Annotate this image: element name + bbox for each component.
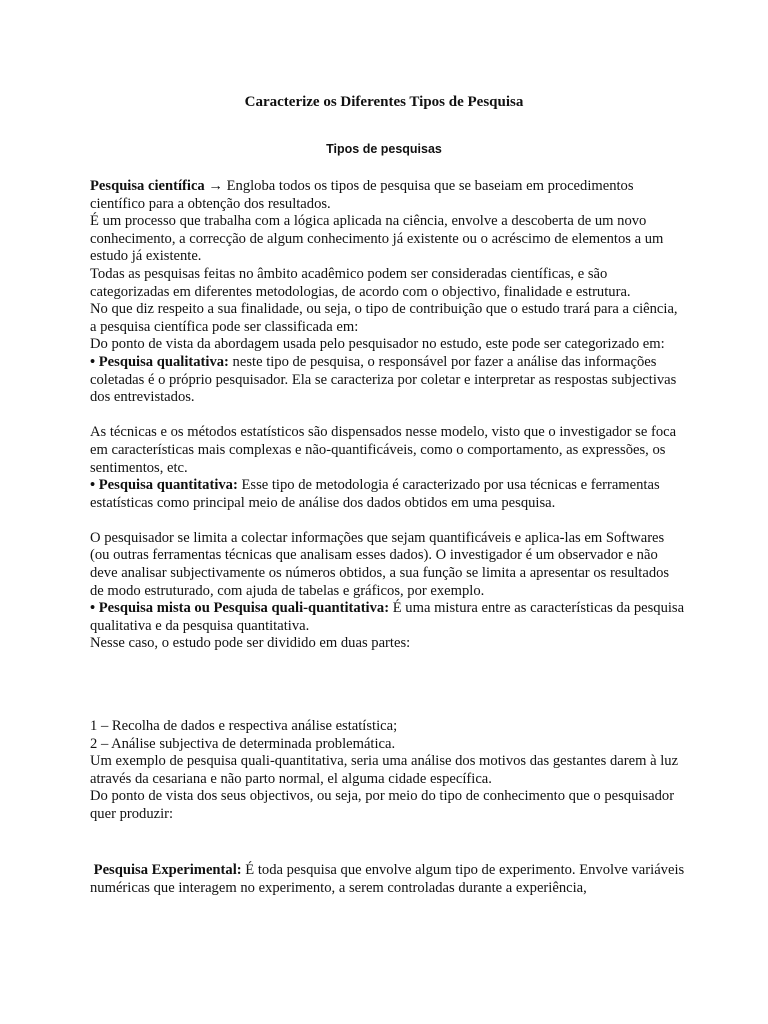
paragraph-experimental — [90, 862, 686, 897]
paragraph-duas-partes: Nesse caso, o estudo pode ser dividido em duas partes: — [90, 635, 411, 652]
blank-line — [90, 407, 686, 425]
paragraph-qualitativa — [90, 354, 686, 407]
term-experimental: Pesquisa Experimental: — [93, 862, 242, 878]
text-experimental: É toda pesquisa que envolve algum tipo de experimento. Envolve variáveis numéricas que interagem no experimento, a serem controladas durante a experiência, — [90, 862, 685, 896]
paragraph-objectivos: Do ponto de vista dos seus objectivos, ou seja, por meio do tipo de conhecimento que o pesquisador quer produzir: — [90, 788, 675, 822]
text-qualitativa: neste tipo de pesquisa, o responsável por fazer a análise das informações coletadas é o próprio pesquisador. Ela se caracteriza por coletar e interpretar as respostas subjectivas dos entrevistados. — [90, 353, 677, 406]
arrow-glyph: → — [204, 178, 227, 194]
paragraph-cientifica — [90, 178, 686, 213]
document-body — [90, 178, 686, 653]
list-item-2: 2 – Análise subjectiva de determinada problemática. — [90, 735, 396, 752]
blank-line — [90, 512, 686, 530]
document-body-continued — [90, 718, 686, 824]
paragraph-quantitativa — [90, 477, 686, 512]
document-subtitle: Tipos de pesquisas — [326, 142, 442, 156]
list-item-1: 1 – Recolha de dados e respectiva análise estatística; — [90, 718, 398, 734]
term-quantitativa: • Pesquisa quantitativa: — [90, 477, 238, 494]
term-qualitativa: • Pesquisa qualitativa: — [90, 353, 229, 370]
term-cientifica: Pesquisa científica — [90, 178, 205, 194]
paragraph-finalidade: No que diz respeito a sua finalidade, ou seja, o tipo de contribuição que o estudo trará para a ciência, a pesquisa científica pode ser classificada em: — [90, 301, 678, 335]
paragraph-exemplo: Um exemplo de pesquisa quali-quantitativa, seria uma análise dos motivos das gestantes darem à luz através da cesariana e não parto normal, el alguma cidade específica. — [90, 753, 679, 787]
paragraph-academico: Todas as pesquisas feitas no âmbito acadêmico podem ser consideradas científicas, e são categorizadas em diferentes metodologias, de acordo com o objectivo, finalidade e estrutura. — [90, 265, 631, 300]
text-cientifica: Engloba todos os tipos de pesquisa que se baseiam em procedimentos científico para a obtenção dos resultados. — [90, 178, 634, 212]
paragraph-mista — [90, 600, 686, 635]
paragraph-abordagem: Do ponto de vista da abordagem usada pelo pesquisador no estudo, este pode ser categorizado em: — [90, 336, 665, 353]
text-mista: É uma mistura entre as características da pesquisa qualitativa e da pesquisa quantitativa. — [90, 600, 685, 634]
document-title: Caracterize os Diferentes Tipos de Pesquisa — [244, 94, 524, 110]
paragraph-colectar: O pesquisador se limita a colectar informações que sejam quantificáveis e aplica-las em Softwares (ou outras ferramentas técnicas que analisam esses dados). O investigador é um observador e não deve analisar subjectivamente os números obtidos, a sua função se limita a apresentar os resultados de modo estruturado, com ajuda de tabelas e gráficos, por exemplo. — [90, 529, 670, 599]
term-mista: • Pesquisa mista ou Pesquisa quali-quantitativa: — [90, 600, 390, 617]
text-quantitativa: Esse tipo de metodologia é caracterizado por usa técnicas e ferramentas estatísticas como principal meio de análise dos dados obtidos em uma pesquisa. — [90, 477, 660, 511]
paragraph-tecnicas: As técnicas e os métodos estatísticos são dispensados nesse modelo, visto que o investigador se foca em características mais complexas e não-quantificáveis, como o comportamento, as expressões, os sentimentos, etc. — [90, 424, 677, 476]
paragraph-processo: É um processo que trabalha com a lógica aplicada na ciência, envolve a descoberta de um novo conhecimento, a correcção de algum conhecimento já existente ou o acréscimo de elementos a um estudo já existente. — [90, 213, 664, 265]
document-body-experimental — [90, 862, 686, 897]
